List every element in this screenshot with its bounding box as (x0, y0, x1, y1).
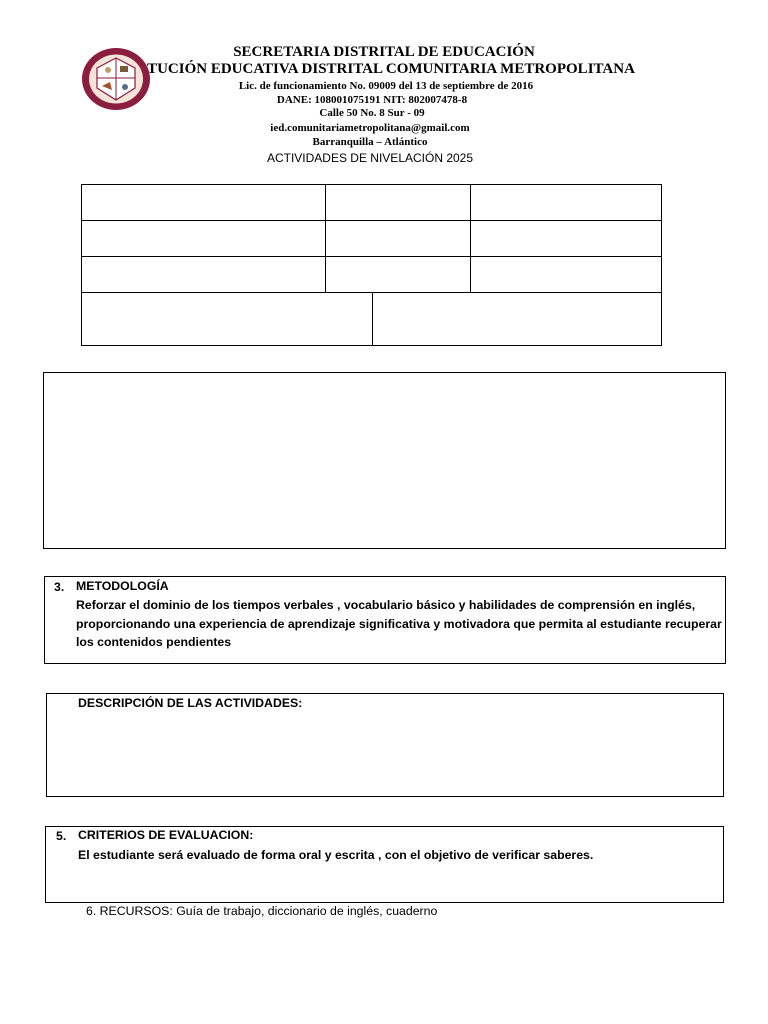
header-email: ied.comunitariametropolitana@gmail.com (270, 122, 470, 134)
table-col-divider (372, 292, 373, 345)
table-col-divider (325, 185, 326, 292)
header-subtitle: ACTIVIDADES DE NIVELACIÓN 2025 (266, 151, 474, 165)
metodologia-line-2: proporcionando una experiencia de aprendizaje significativa y motivadora que permita al estudiante recuperar (76, 617, 722, 631)
header-city: Barranquilla – Atlántico (312, 136, 428, 148)
criterios-text: El estudiante será evaluado de forma oral y escrita , con el objetivo de verificar saberes. (78, 848, 594, 862)
metodologia-box (44, 576, 726, 664)
header-license: Lic. de funcionamiento No. 09009 del 13 de septiembre de 2016 (238, 80, 534, 92)
descripcion-box (46, 693, 724, 797)
metodologia-line-1: Reforzar el dominio de los tiempos verbales , vocabulario básico y habilidades de comprensión en inglés, (76, 598, 696, 612)
header-dane-nit: DANE: 108001075191 NIT: 802007478-8 (276, 94, 468, 106)
metodologia-title: METODOLOGÍA (76, 579, 169, 593)
descripcion-title: DESCRIPCIÓN DE LAS ACTIVIDADES: (78, 696, 303, 710)
criterios-title: CRITERIOS DE EVALUACION: (78, 828, 254, 842)
empty-content-box (43, 372, 726, 549)
criterios-number: 5. (56, 829, 67, 843)
metodologia-line-3: los contenidos pendientes (76, 635, 232, 649)
student-info-table (81, 184, 662, 346)
metodologia-number: 3. (54, 580, 65, 594)
table-col-divider (470, 185, 471, 292)
header-institution: TUCIÓN EDUCATIVA DISTRITAL COMUNITARIA METROPOLITANA (147, 61, 635, 77)
table-row-divider (82, 220, 661, 221)
table-row-divider (82, 256, 661, 257)
recursos-line: 6. RECURSOS: Guía de trabajo, diccionario de inglés, cuaderno (86, 904, 438, 918)
header-secretaria: SECRETARIA DISTRITAL DE EDUCACIÓN (233, 44, 535, 60)
header-address: Calle 50 No. 8 Sur - 09 (319, 107, 425, 119)
criterios-box (45, 826, 724, 903)
